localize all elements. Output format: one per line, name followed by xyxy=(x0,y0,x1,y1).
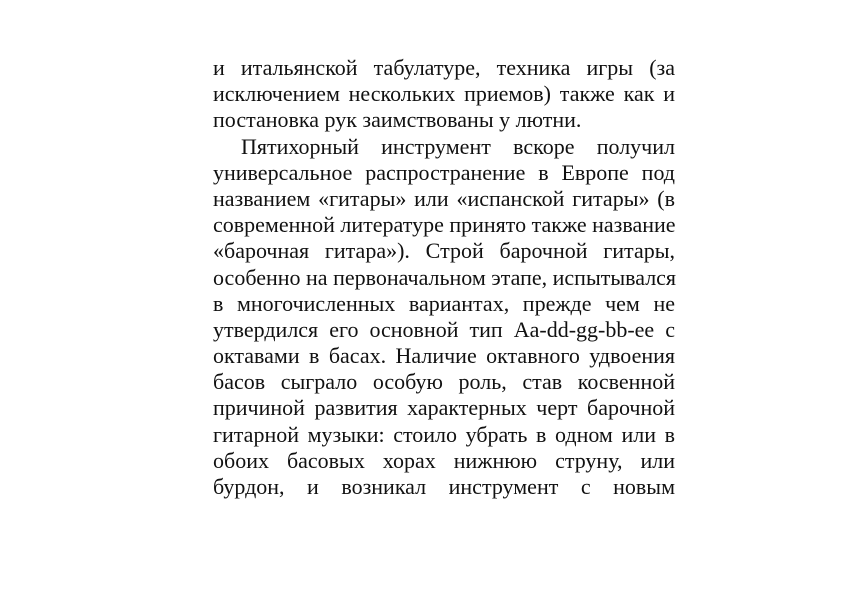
text-line: современной литературе принято также название xyxy=(213,212,676,238)
text-line: особенно на первоначальном этапе, испытывался xyxy=(213,264,677,290)
text-line: гитарной музыки: стоило убрать в одном или в xyxy=(213,421,675,447)
text-line: причиной развития характерных черт барочной xyxy=(213,395,675,421)
body-text xyxy=(213,55,675,500)
text-line: басов сыграло особую роль, став косвенной xyxy=(213,369,675,395)
text-line: и итальянской табулатуре, техника игры (за xyxy=(213,55,675,80)
paragraph-2 xyxy=(213,134,675,501)
text-line: исключением нескольких приемов) также как и xyxy=(213,81,675,107)
text-line: в многочисленных вариантах, прежде чем не xyxy=(213,290,675,316)
text-line: бурдон, и возникал инструмент с новым xyxy=(213,474,675,499)
text-line: «барочная гитара»). Строй барочной гитары, xyxy=(213,238,675,264)
text-line: универсальное распространение в Европе под xyxy=(213,159,675,185)
text-line: обоих басовых хорах нижнюю струну, или xyxy=(213,447,675,473)
text-line: названием «гитары» или «испанской гитары» (в xyxy=(213,185,675,211)
text-line: постановка рук заимствованы у лютни. xyxy=(213,107,582,133)
text-line: Пятихорный инструмент вскоре получил xyxy=(241,133,675,159)
text-line: октавами в басах. Наличие октавного удвоения xyxy=(213,343,675,369)
paragraph-1 xyxy=(213,55,675,134)
text-line: утвердился его основной тип Aa-dd-gg-bb-ee с xyxy=(213,316,675,342)
